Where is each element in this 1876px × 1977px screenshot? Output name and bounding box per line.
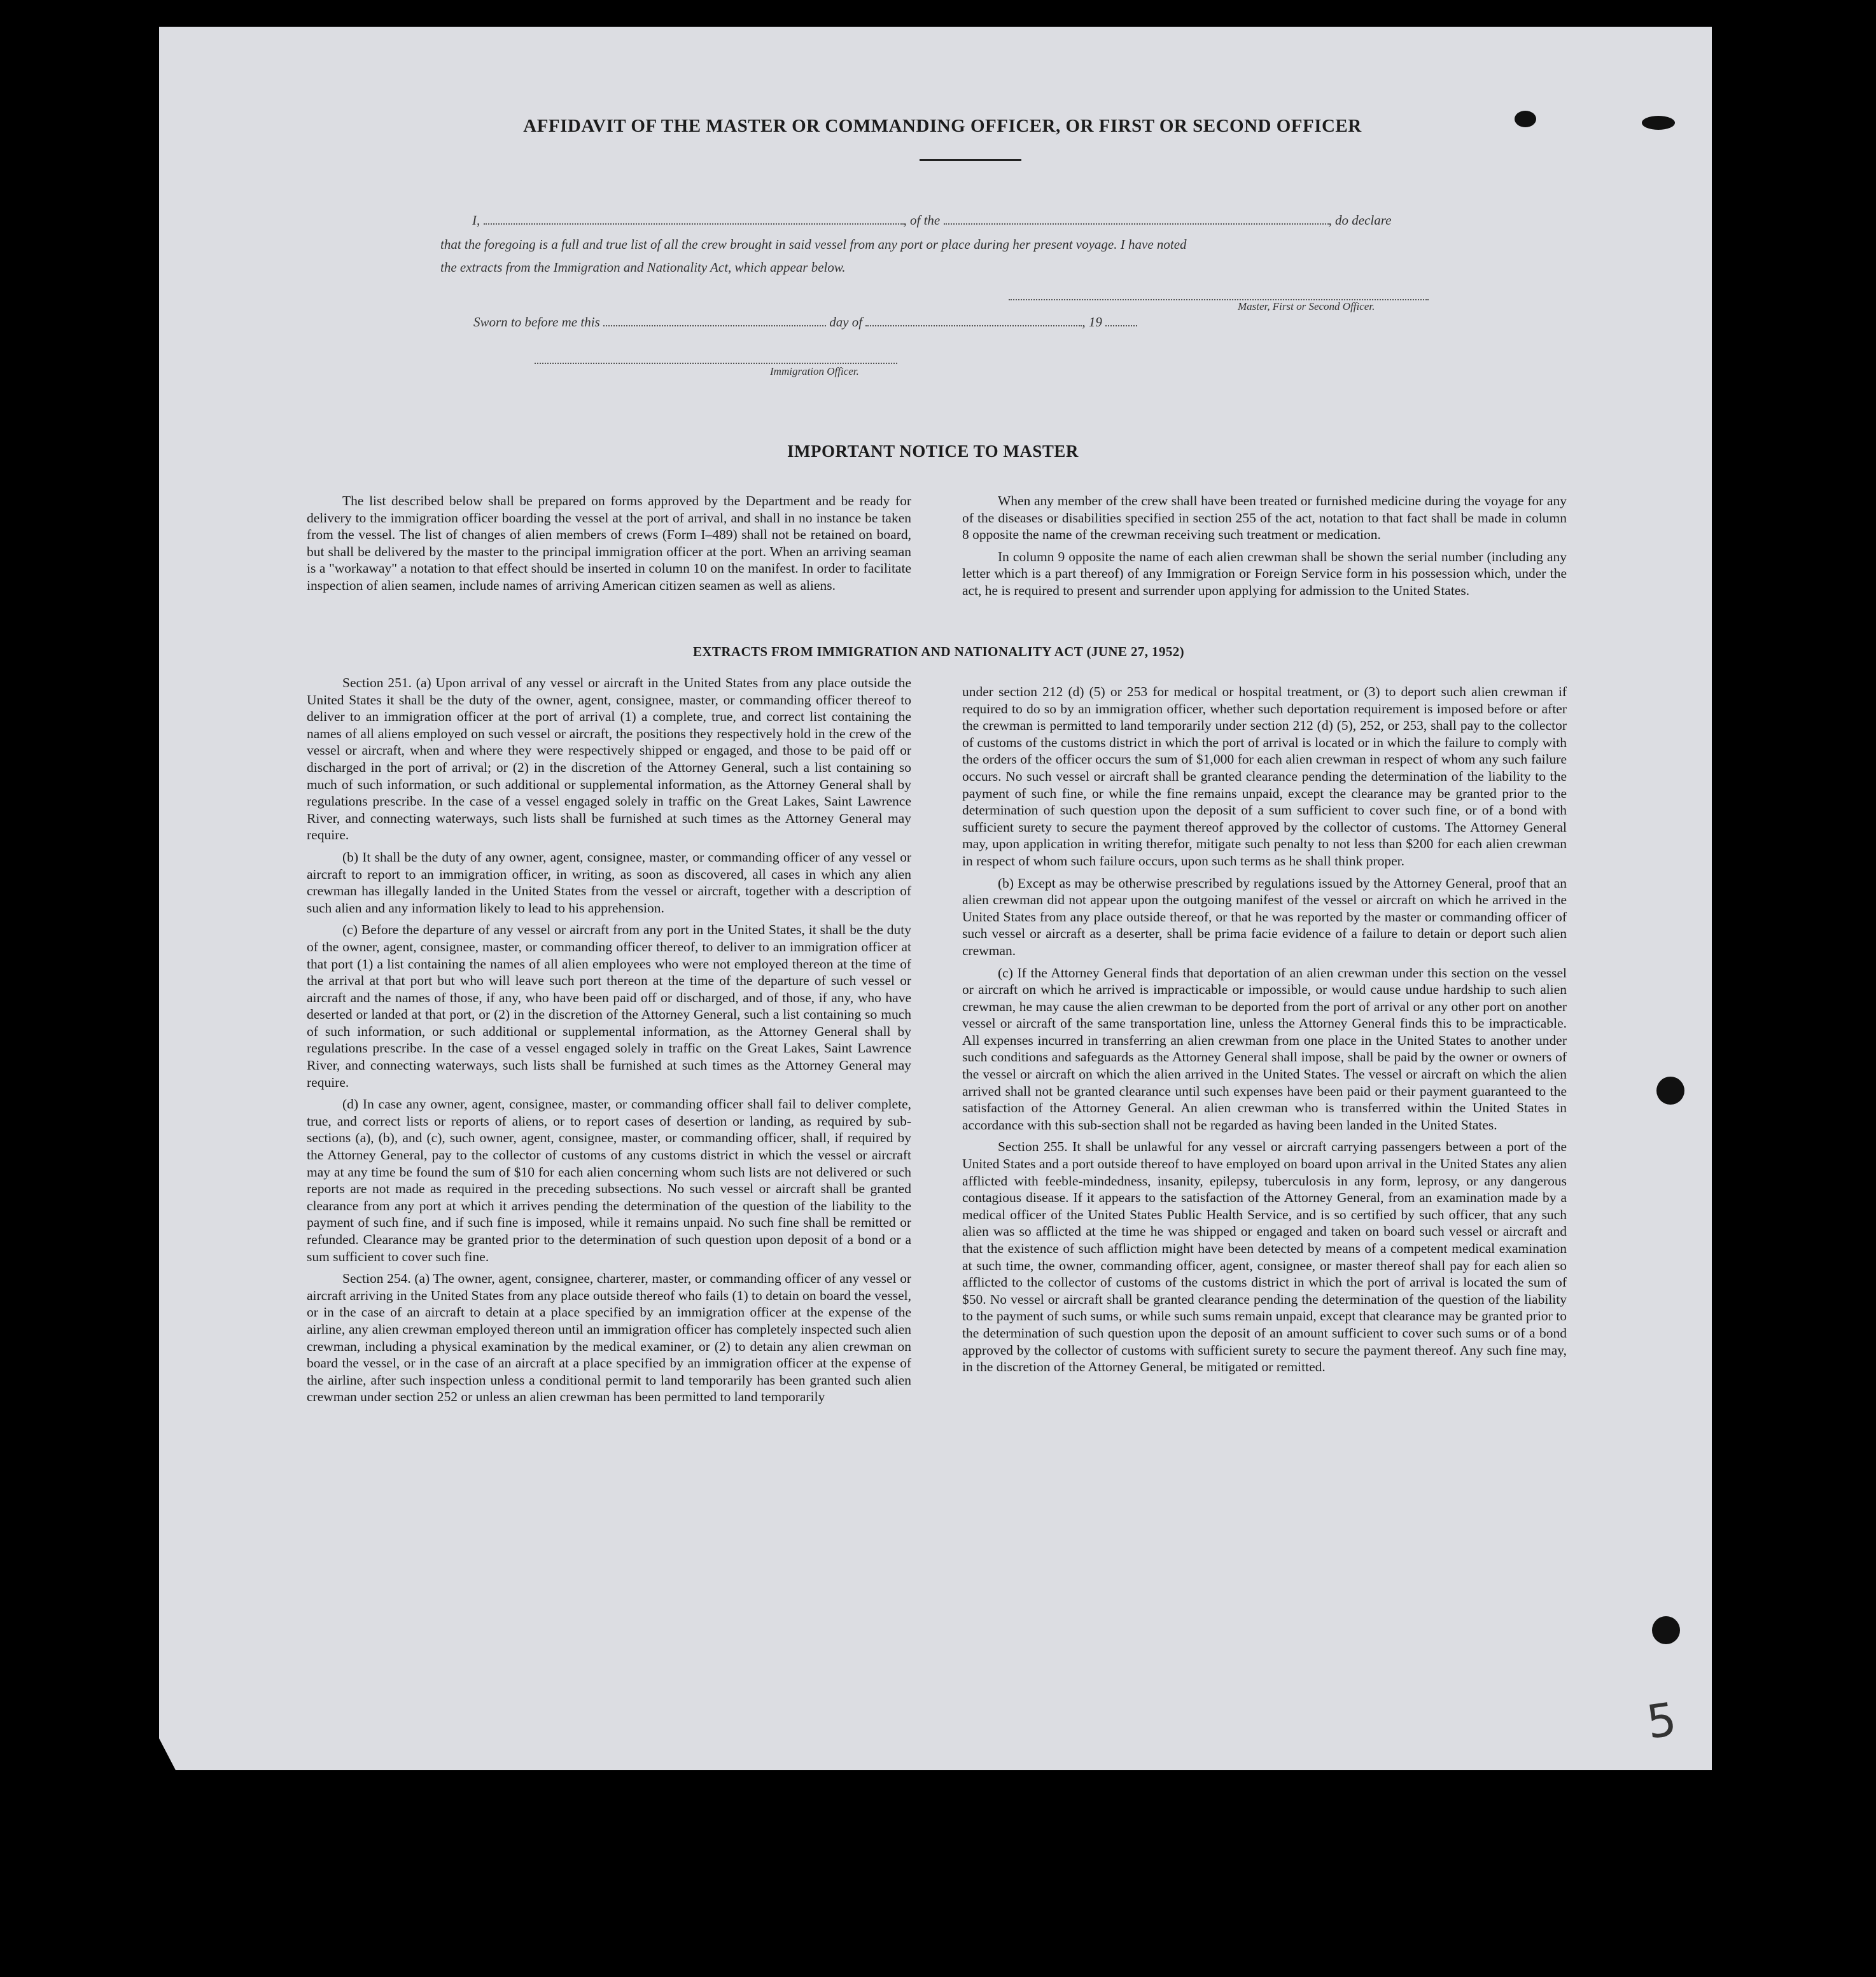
declaration-line-3: the extracts from the Immigration and Nationality Act, which appear below.	[440, 260, 846, 275]
notice-paragraph: When any member of the crew shall have been treated or furnished medicine during the voyage for any of the diseases or disabilities specified in section 255 of the act, notation to that fact shall be made in column 8 opposite the name of the crewman receiving such treatment or medication.	[962, 493, 1567, 543]
sworn-day-of: day of	[829, 314, 863, 330]
master-signature-label: Master, First or Second Officer.	[1238, 300, 1375, 312]
document-page	[159, 27, 1712, 1770]
officer-signature-label: Immigration Officer.	[770, 365, 859, 377]
sworn-year-blank[interactable]	[1105, 316, 1137, 326]
sworn-text: Sworn to before me this	[473, 314, 600, 330]
vessel-blank[interactable]	[944, 214, 1329, 225]
section-254-a-continued: under section 212 (d) (5) or 253 for medical or hospital treatment, or (3) to deport such alien crewman if required to do so by an immigration officer, whether such deportation requirement is imposed before or after the crewman is permitted to land temporarily under section 212 (d) (5), 252, or 253, shall pay to the collector of customs of the customs district in which the port of arrival is located or in which the failure to comply with the orders of the officer occurs the sum of $1,000 for each alien crewman in respect of whom any such failure occurs. No such vessel or aircraft shall be granted clearance pending the determination of the liability to the payment of such fine, or while the fine remains unpaid, except the clearance may be granted prior to the determination of such question upon the deposit of a sum sufficient to cover such fine, or of a bond with sufficient surety to secure the payment thereof approved by the collector of customs. The Attorney General may, upon application in writing therefor, mitigate such penalty to not less than $200 for each alien crewman in respect of whom such failure occurs, upon such terms as he shall think proper.	[962, 684, 1567, 869]
section-251-c: (c) Before the departure of any vessel or aircraft from any port in the United States, it shall be the duty of the owner, agent, consignee, master, or commanding officer thereof, to deliver to an immigration officer at that port (1) a list containing the names of all alien employees who were not employed thereon at the time of the arrival at that port but who will leave such port thereon at the time of the departure of such vessel or aircraft and the names of those, if any, who have been paid off or discharged, and of those, if any, who have deserted or landed at that port, or (2) in the discretion of the Attorney General, such a list containing so much of such information, or such additional or supplemental information, as the Attorney General shall by regulations prescribe. In the case of a vessel engaged solely in traffic on the Great Lakes, Saint Lawrence River, and connecting waterways, such lists shall be furnished at such times as the Attorney General may require.	[307, 922, 911, 1090]
sworn-line	[473, 314, 1492, 330]
declaration-line-2: that the foregoing is a full and true list of all the crew brought in said vessel from any port or place during her present voyage. I have noted	[440, 237, 1187, 252]
declaration-i: I,	[472, 213, 480, 228]
notice-title: IMPORTANT NOTICE TO MASTER	[787, 442, 1079, 461]
section-251-a: Section 251. (a) Upon arrival of any vessel or aircraft in the United States from any place outside the United States it shall be the duty of the owner, agent, consignee, master, or commanding officer thereof to deliver to an immigration officer at the port of arrival (1) a complete, true, and correct list containing the names of all aliens employed on such vessel or aircraft, the positions they respectively hold in the crew of the vessel or aircraft, when and where they were respectively shipped or engaged, and those to be paid off or discharged in the port of arrival; or (2) in the discretion of the Attorney General, such a list containing so much of such information, or such additional or supplemental information, as the Attorney General shall by regulations prescribe. In the case of a vessel engaged solely in traffic on the Great Lakes, Saint Lawrence River, and connecting waterways, such lists shall be furnished at such times as the Attorney General may require.	[307, 675, 911, 843]
ink-blot	[1515, 111, 1536, 127]
handwritten-page-mark: 5	[1643, 1692, 1680, 1749]
punch-hole	[1652, 1616, 1680, 1644]
sworn-month-blank[interactable]	[865, 316, 1082, 326]
sworn-day-blank[interactable]	[603, 316, 826, 326]
notice-paragraph: The list described below shall be prepared on forms approved by the Department and be ready for delivery to the immigration officer boarding the vessel at the port of arrival, and shall in no instance be taken from the vessel. The list of changes of alien members of crews (Form I–489) shall not be retained on board, but shall be delivered by the master to the principal immigration officer at the port. When an arriving seaman is a "workaway" a notation to that effect should be inserted in column 10 on the manifest. In order to facilitate inspection of alien seamen, include names of arriving American citizen seamen as well as aliens.	[307, 493, 911, 593]
officer-signature-line[interactable]	[535, 363, 897, 364]
section-254-b: (b) Except as may be otherwise prescribed by regulations issued by the Attorney General, proof that an alien crewman did not appear upon the outgoing manifest of the vessel or aircraft on which he arrived in the United States from any place outside thereof, or that he was reported by the master or commanding officer of such vessel or aircraft as a deserter, shall be prima facie evidence of a failure to detain or deport such alien crewman.	[962, 875, 1567, 958]
declaration-line-1	[472, 213, 1490, 228]
section-254-a: Section 254. (a) The owner, agent, consignee, charterer, master, or commanding officer of any vessel or aircraft arriving in the United States from any place outside thereof who fails (1) to detain on board the vessel, or in the case of an aircraft to detain at a place specified by an immigration officer at the expense of the airline, any alien crewman employed thereon until an immigration officer has completely inspected such alien crewman, including a physical examination by the medical examiner, or (2) to detain any alien crewman on board the vessel, or in the case of an aircraft at a place specified by an immigration officer at the expense of the airline, after such inspection unless a conditional permit to land temporarily has been granted such alien crewman under section 252 or unless an alien crewman has been permitted to land temporarily	[307, 1271, 911, 1405]
notice-left-column	[307, 493, 911, 599]
sworn-year-prefix: , 19	[1082, 314, 1102, 330]
affidavit-title: AFFIDAVIT OF THE MASTER OR COMMANDING OFFICER, OR FIRST OR SECOND OFFICER	[523, 116, 1362, 136]
punch-hole	[1656, 1077, 1684, 1105]
notice-right-column	[962, 493, 1567, 604]
title-underline	[920, 159, 1021, 161]
declaration-of-the: , of the	[903, 213, 941, 228]
extracts-right-column	[962, 683, 1567, 1381]
section-254-c: (c) If the Attorney General finds that deportation of an alien crewman under this section on the vessel or aircraft on which he arrived is impracticable or impossible, or would cause undue hardship to such alien crewman, he may cause the alien crewman to be deported from the port of arrival or any other port on another vessel or aircraft of the same transportation line, unless the Attorney General finds this to be impracticable. All expenses incurred in transferring an alien crewman from one place in the United States to another under such conditions and safeguards as the Attorney General shall impose, shall be paid by the owner or owners of the vessel or aircraft on which the alien arrived in the United States. The vessel or aircraft on which the alien arrived shall not be granted clearance until such expenses have been paid or their payment guaranteed to the satisfaction of the Attorney General. An alien crewman who is transferred within the United States in accordance with this sub-section shall not be regarded as having been landed in the United States.	[962, 965, 1567, 1133]
declaration-do-declare: , do declare	[1328, 213, 1392, 228]
extracts-title: EXTRACTS FROM IMMIGRATION AND NATIONALITY ACT (JUNE 27, 1952)	[692, 644, 1185, 659]
notice-paragraph: In column 9 opposite the name of each alien crewman shall be shown the serial number (including any letter which is a part thereof) of any Immigration or Foreign Service form in his possession which, under the act, he is required to present and surrender upon applying for admission to the United States.	[962, 548, 1567, 598]
corner-tear	[159, 1738, 176, 1770]
ink-blot	[1642, 116, 1675, 130]
section-255: Section 255. It shall be unlawful for any vessel or aircraft carrying passengers between a port of the United States and a port outside thereof to have employed on board upon arrival in the United States any alien afflicted with feeble-mindedness, insanity, epilepsy, tuberculosis in any form, leprosy, or any dangerous contagious disease. If it appears to the satisfaction of the Attorney General, from an examination made by a medical officer of the United States Public Health Service, and is so certified by such officer, that any such alien was so afflicted at the time he was shipped or engaged and taken on board such vessel or aircraft and that the existence of such affliction might have been detected by means of a competent medical examination at such time, the owner, commanding officer, agent, consignee, or master thereof shall pay for each alien so afflicted to the collector of customs of the customs district in which the port of arrival is located the sum of $50. No vessel or aircraft shall be granted clearance pending the determination of the question of the liability to the payment of such sums, or while such sums remain unpaid, except that clearance may be granted prior to the determination of such question upon the deposit of an amount sufficient to cover such sums or of a bond approved by the collector of customs with sufficient surety to secure the payment thereof. Any such fine may, in the discretion of the Attorney General, be mitigated or remitted.	[962, 1139, 1567, 1375]
extracts-left-column	[307, 674, 911, 1411]
name-blank[interactable]	[484, 214, 904, 225]
section-251-b: (b) It shall be the duty of any owner, agent, consignee, master, or commanding officer of any vessel or aircraft to report to an immigration officer, in writing, as soon as discovered, all cases in which any alien crewman has illegally landed in the United States from the vessel or aircraft, together with a description of such alien and any information likely to lead to his apprehension.	[307, 849, 911, 916]
section-251-d: (d) In case any owner, agent, consignee, master, or commanding officer shall fail to deliver complete, true, and correct lists or reports of aliens, or to report cases of desertion or landing, as required by sub-sections (a), (b), and (c), such owner, agent, consignee, master, or commanding officer, shall, if required by the Attorney General, pay to the collector of customs of any customs district in which the vessel or aircraft may at any time be found the sum of $10 for each alien concerning whom such lists are not delivered or such reports are not made as required in the preceding subsections. No such vessel or aircraft shall be granted clearance from any port at which it arrives pending the determination of the question of the liability to the payment of such fine, and if such fine is imposed, while it remains unpaid. No such fine shall be remitted or refunded. Clearance may be granted prior to the determination of such question upon deposit of a bond or a sum sufficient to cover such fine.	[307, 1096, 911, 1264]
